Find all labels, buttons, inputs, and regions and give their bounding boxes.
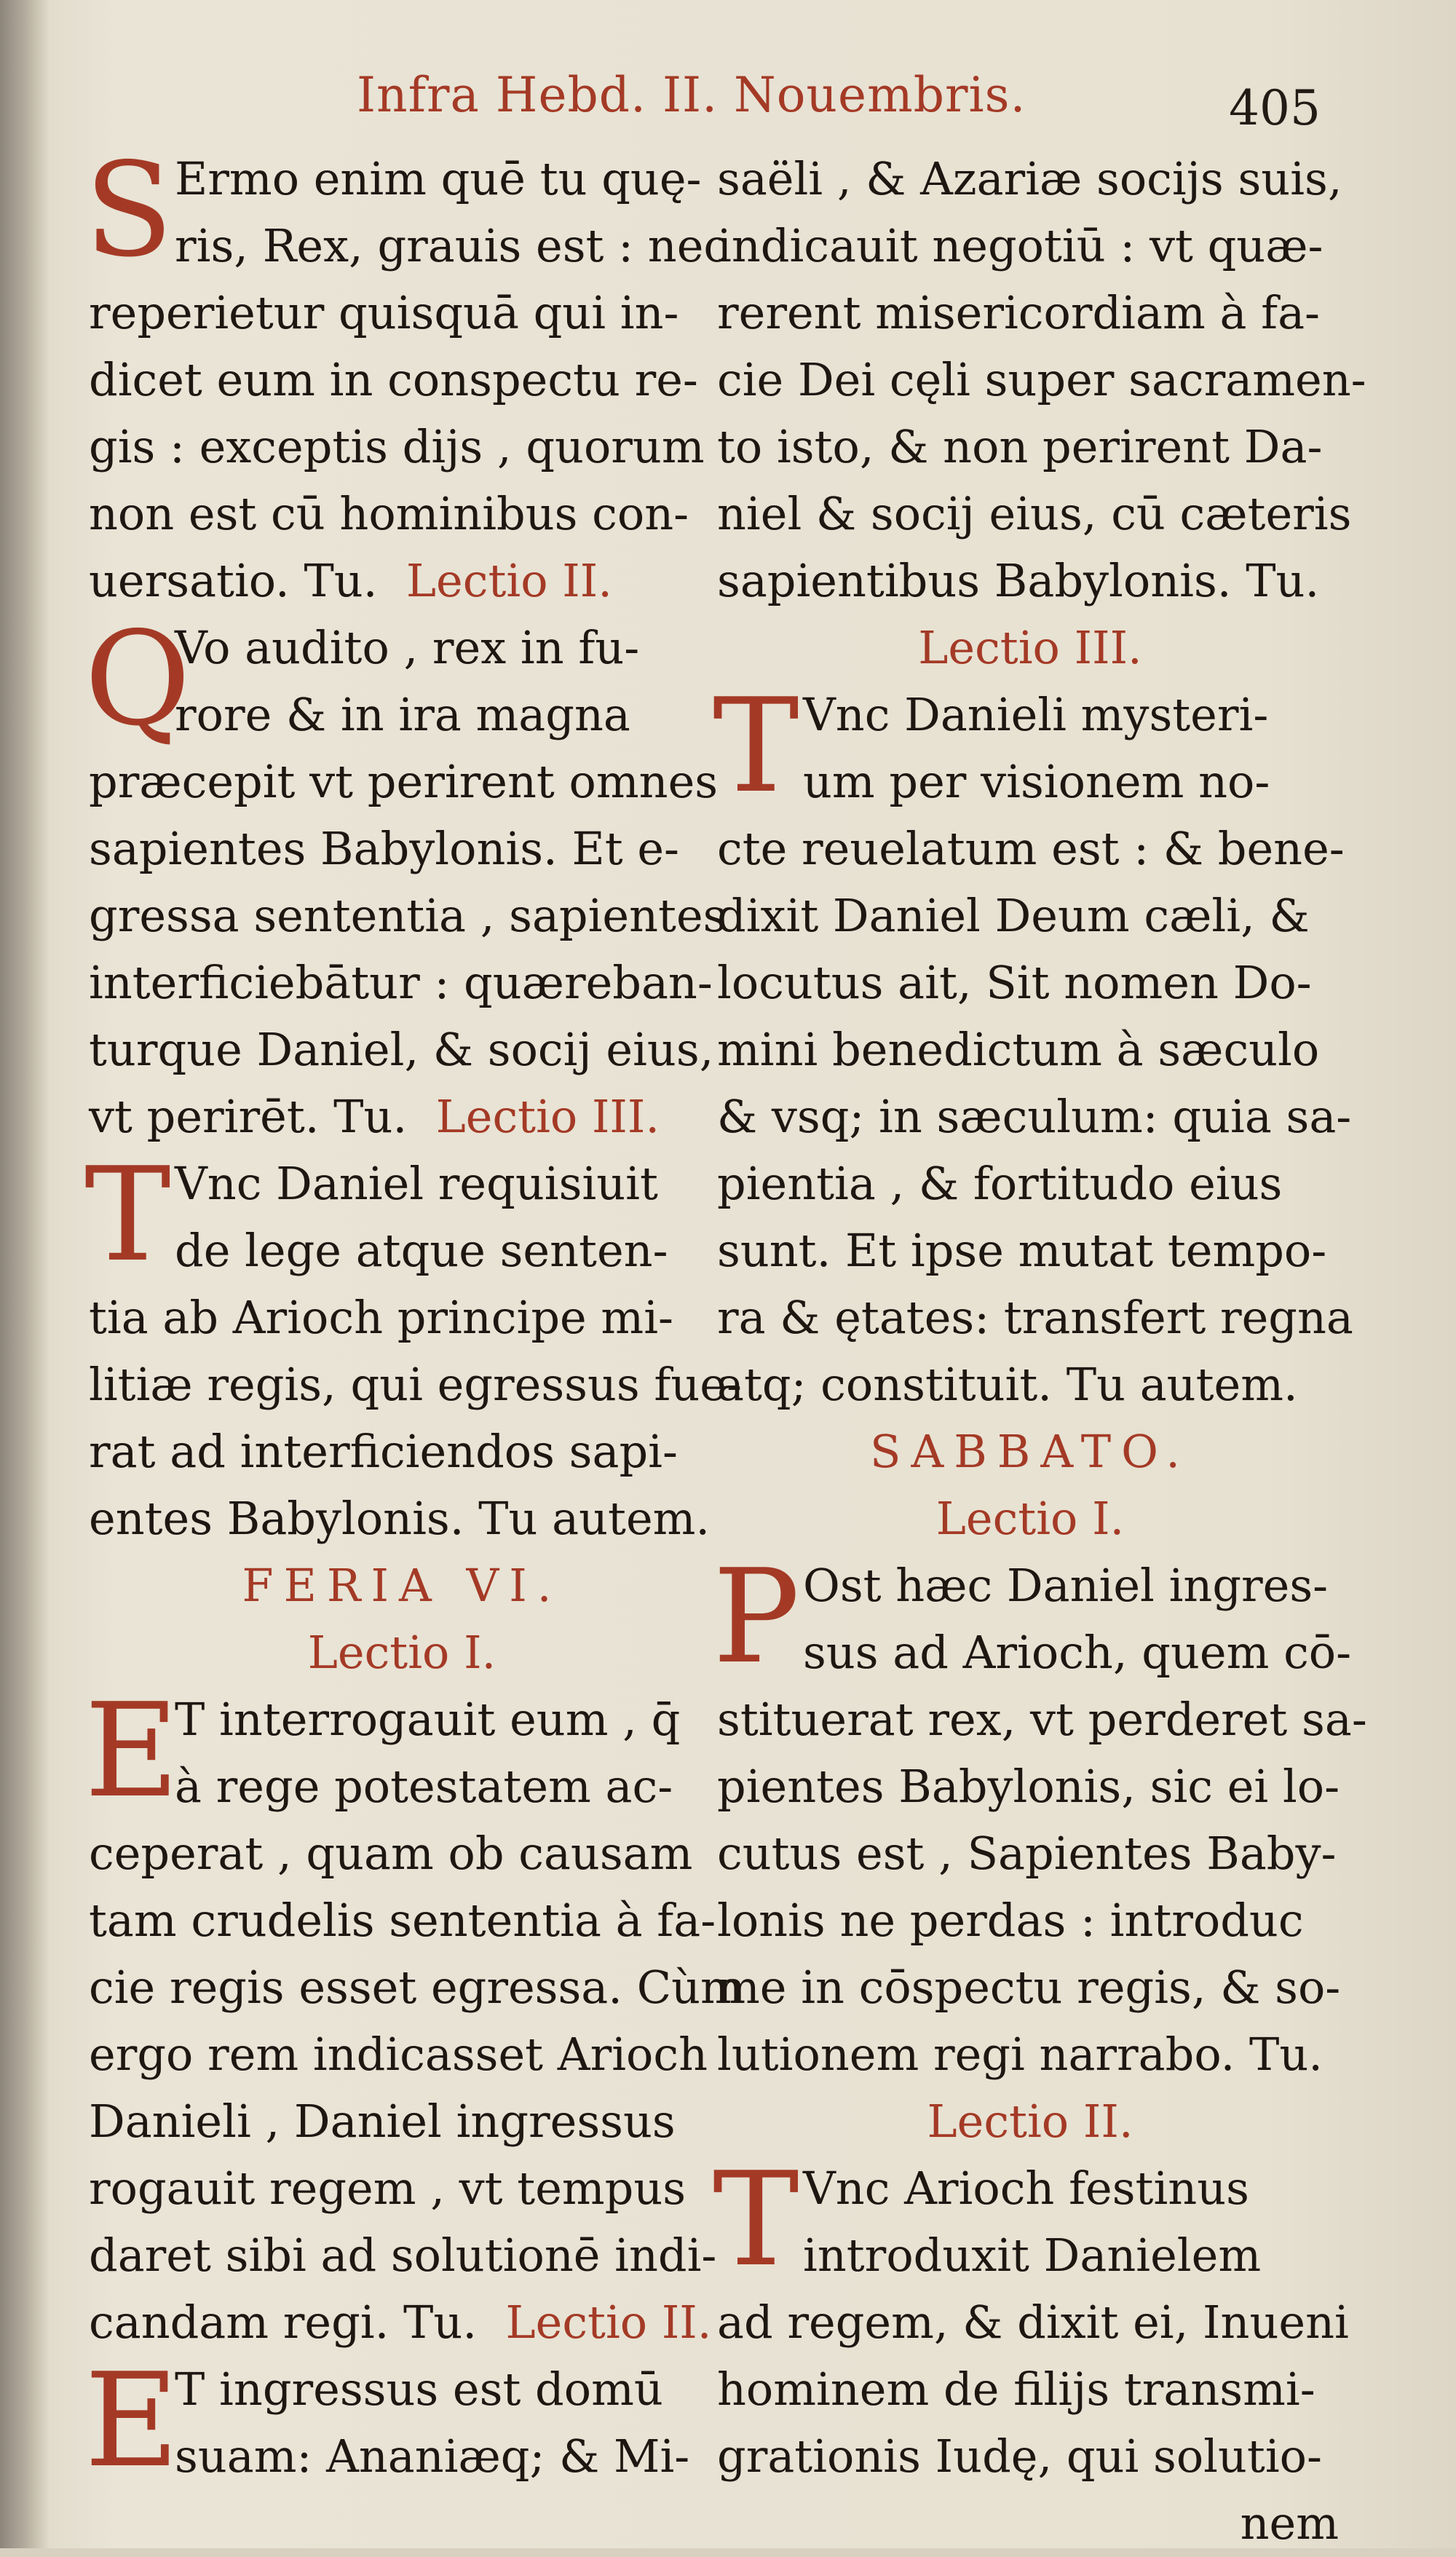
section-heading-sabbato: SABBATO. — [869, 1425, 1190, 1478]
text-line: locutus ait, Sit nomen Do- — [717, 956, 1312, 1009]
text-line: gressa sententia , sapientes — [89, 889, 727, 942]
drop-capital: E — [84, 1675, 179, 1826]
text-line: um per visionem no- — [803, 755, 1270, 808]
text-line: cie regis esset egressa. Cùm — [89, 1961, 743, 2014]
catchword: nem — [1240, 2497, 1339, 2550]
section-heading-lectio: Lectio I. — [307, 1626, 496, 1679]
drop-capital: T — [713, 671, 799, 821]
text-segment: vt perirēt. Tu. — [89, 1090, 408, 1143]
left-column — [84, 135, 743, 2496]
text-line: tia ab Arioch principe mi- — [89, 1291, 674, 1344]
text-segment: candam regi. Tu. — [89, 2296, 478, 2349]
text-line: Ermo enim quē tu quę- — [175, 152, 702, 205]
text-line — [89, 2289, 715, 2356]
text-line: sus ad Arioch, quem cō- — [803, 1626, 1352, 1679]
text-line: pientes Babylonis, sic ei lo- — [717, 1760, 1340, 1813]
text-line: ceperat , quam ob causam — [89, 1827, 693, 1880]
text-line: hominem de filijs transmi- — [717, 2363, 1315, 2416]
text-line: mini benedictum à sæculo — [717, 1023, 1320, 1076]
paragraph — [84, 1139, 742, 1552]
text-line: saëli , & Azariæ socijs suis, — [717, 152, 1342, 205]
book-binding-edge — [0, 0, 28, 2548]
text-line: Vnc Danieli mysteri- — [803, 688, 1269, 741]
text-line: cutus est , Sapientes Baby- — [717, 1827, 1337, 1880]
text-line: Vo audito , rex in fu- — [175, 621, 640, 674]
text-line: sapientibus Babylonis. Tu. — [717, 554, 1320, 607]
section-heading-lectio: Lectio II. — [927, 2095, 1133, 2148]
paragraph — [713, 671, 1353, 1418]
running-title: Infra Hebd. II. Nouembris. — [357, 67, 1026, 123]
text-line: sapientes Babylonis. Et e- — [89, 822, 679, 875]
text-line: non est cū hominibus con- — [89, 487, 689, 540]
text-line: daret sibi ad solutionē indi- — [89, 2229, 717, 2282]
paragraph — [717, 146, 1366, 614]
page-header — [0, 67, 1456, 136]
text-line: ad regem, & dixit ei, Inueni — [717, 2296, 1349, 2349]
text-line: me in cōspectu regis, & so- — [717, 1961, 1341, 2014]
paragraph — [713, 2144, 1349, 2490]
text-line: Ost hæc Daniel ingres- — [803, 1559, 1329, 1612]
section-heading-lectio: Lectio III. — [918, 621, 1142, 674]
text-line: à rege potestatem ac- — [175, 1760, 673, 1813]
paragraph — [84, 604, 727, 1150]
text-line: de lege atque senten- — [175, 1224, 668, 1277]
text-line: cte reuelatum est : & bene- — [717, 822, 1345, 875]
text-line: sunt. Et ipse mutat tempo- — [717, 1224, 1327, 1277]
text-line: reperietur quisquā qui in- — [89, 286, 679, 339]
text-line: ris, Rex, grauis est : nec — [175, 219, 729, 272]
text-line: rat ad interficiendos sapi- — [89, 1425, 678, 1478]
rubric-lectio-label: Lectio II. — [505, 2296, 712, 2349]
paragraph — [84, 135, 729, 614]
drop-capital: P — [713, 1541, 800, 1692]
text-line: dicet eum in conspectu re- — [89, 353, 698, 406]
text-line: præcepit vt perirent omnes — [89, 755, 719, 808]
text-line: grationis Iudę, qui solutio- — [717, 2430, 1322, 2483]
paragraph — [713, 1541, 1367, 2088]
text-line: ergo rem indicasset Arioch — [89, 2028, 708, 2081]
text-line: & vsq; in sæculum: quia sa- — [717, 1090, 1352, 1143]
text-line: T interrogauit eum , q̄ — [175, 1693, 681, 1746]
drop-capital: S — [84, 135, 173, 285]
text-line: litiæ regis, qui egressus fue- — [89, 1358, 742, 1411]
text-line: Danieli , Daniel ingressus — [89, 2095, 676, 2148]
text-line: dixit Daniel Deum cæli, & — [717, 889, 1310, 942]
drop-capital: Q — [84, 604, 191, 754]
text-line: atq; constituit. Tu autem. — [717, 1358, 1298, 1411]
text-line: T ingressus est domū — [175, 2363, 663, 2416]
drop-capital: T — [84, 1139, 171, 1290]
paragraph — [84, 2345, 715, 2496]
text-line: pientia , & fortitudo eius — [717, 1157, 1283, 1210]
paragraph — [84, 1675, 743, 2356]
text-line: tam crudelis sententia à fa- — [89, 1894, 716, 1947]
section-heading-feria: FERIA VI. — [242, 1559, 562, 1612]
text-line: stituerat rex, vt perderet sa- — [717, 1693, 1367, 1746]
text-line: introduxit Danielem — [803, 2229, 1262, 2282]
text-line: ra & ętates: transfert regna — [717, 1291, 1353, 1344]
section-heading-lectio: Lectio I. — [935, 1492, 1125, 1545]
text-line: entes Babylonis. Tu autem. — [89, 1492, 711, 1545]
right-column — [713, 146, 1367, 2557]
rubric-lectio-label: Lectio II. — [405, 554, 612, 607]
text-line: lonis ne perdas : introduc — [717, 1894, 1304, 1947]
text-line: cie Dei cęli super sacramen- — [717, 353, 1366, 406]
text-line: rogauit regem , vt tempus — [89, 2162, 687, 2215]
text-line: to isto, & non perirent Da- — [717, 420, 1323, 473]
rubric-lectio-label: Lectio III. — [435, 1090, 660, 1143]
text-line — [89, 1083, 715, 1150]
text-line: turque Daniel, & socij eius, — [89, 1023, 714, 1076]
drop-capital: T — [713, 2144, 799, 2295]
text-line: rore & in ira magna — [175, 688, 630, 741]
text-line: indicauit negotiū : vt quæ- — [717, 219, 1324, 272]
text-line: interficiebātur : quæreban- — [89, 956, 713, 1009]
drop-capital: E — [84, 2345, 179, 2496]
text-line: suam: Ananiæq; & Mi- — [175, 2430, 690, 2483]
text-line: lutionem regi narrabo. Tu. — [717, 2028, 1323, 2081]
text-line: rerent misericordiam à fa- — [717, 286, 1321, 339]
text-line: niel & socij eius, cū cæteris — [717, 487, 1352, 540]
text-line: gis : exceptis dijs , quorum — [89, 420, 705, 473]
text-line: Vnc Daniel requisiuit — [175, 1157, 658, 1210]
text-line: Vnc Arioch festinus — [803, 2162, 1249, 2215]
text-segment: uersatio. Tu. — [89, 554, 378, 607]
page-number: 405 — [1229, 80, 1321, 136]
